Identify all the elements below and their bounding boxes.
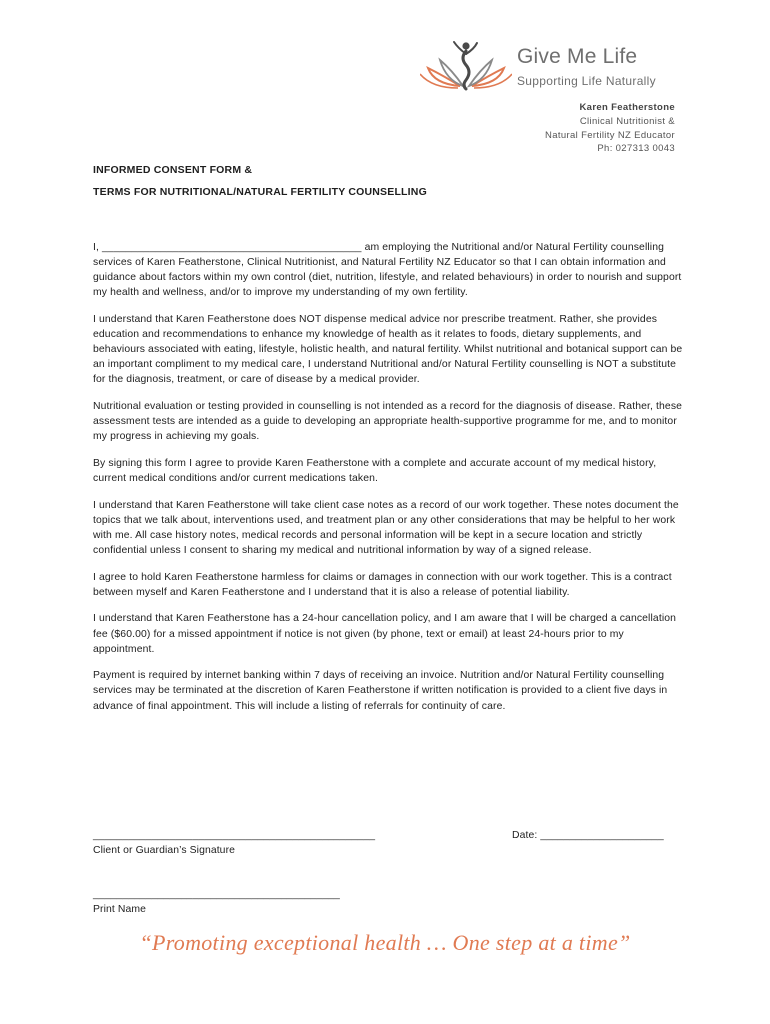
- contact-phone: Ph: 027313 0043: [597, 143, 675, 155]
- paragraph-evaluation: Nutritional evaluation or testing provided in counselling is not intended as a record for the diagnosis of disease. Rather, these assessment tests are intended as a guide to developing an appropriate health-supportive programme for me, and to monitor my progress in achieving my goals.: [93, 401, 683, 443]
- paragraph-liability: I agree to hold Karen Featherstone harmless for claims or damages in connection with our work together. This is a contract between myself and Karen Featherstone and I understand that it is also a release of potential liability.: [93, 571, 672, 598]
- paragraph-intro: I, ____________________________________________ am employing the Nutritional and/or Natural Fertility counselling services of Karen Featherstone, Clinical Nutritionist, and Natural Fertility NZ Educator so that I can obtain information and guidance about factors within my own control (diet, nutrition, lifestyle, and related behaviours) in order to nourish and support my health and wellness, and/or to improve my understanding of my own fertility.: [93, 242, 682, 299]
- print-name-label: Print Name: [93, 904, 146, 915]
- signature-label: Client or Guardian’s Signature: [93, 845, 236, 856]
- form-title-line-1: INFORMED CONSENT FORM &: [93, 164, 253, 176]
- paragraph-payment: Payment is required by internet banking within 7 days of receiving an invoice. Nutrition and/or Natural Fertility counselling services may be terminated at the discretion of Karen Featherstone if written notification is provided to a client five days in advance of final appointment. This will include a listing of referrals for continuity of care.: [93, 670, 668, 712]
- consent-body: [93, 240, 683, 725]
- paragraph-no-medical-advice: I understand that Karen Featherstone does NOT dispense medical advice nor prescribe treatment. Rather, she provides education and recommendations to enhance my knowledge of health as it relates to foods, dietary supplements, and behaviours associated with eating, lifestyle, holistic health, and natural fertility. Whilst nutritional and botanical support can be an important compliment to my medical care, I understand Nutritional and/or Natural Fertility counselling is NOT a substitute for the diagnosis, treatment, or care of disease by a medical provider.: [93, 313, 683, 386]
- contact-name: Karen Featherstone: [579, 102, 675, 113]
- footer-motto: “Promoting exceptional health … One step at a time”: [139, 930, 631, 955]
- contact-title-2: Natural Fertility NZ Educator: [545, 129, 675, 141]
- contact-block: [545, 101, 675, 156]
- form-title: [93, 159, 427, 203]
- date-field[interactable]: Date: _____________________: [512, 830, 664, 841]
- give-me-life-logo: [420, 40, 685, 96]
- paragraph-medical-history: By signing this form I agree to provide Karen Featherstone with a complete and accurate account of my medical history, current medical conditions and/or current medications taken.: [93, 457, 657, 484]
- print-name-line[interactable]: __________________________________________: [93, 889, 340, 900]
- lotus-figure-icon: [420, 40, 512, 94]
- contact-title-1: Clinical Nutritionist &: [579, 115, 675, 127]
- logo-tagline: Supporting Life Naturally: [517, 74, 656, 88]
- logo-brand-name: Give Me Life: [517, 45, 638, 68]
- paragraph-cancellation: I understand that Karen Featherstone has a 24-hour cancellation policy, and I am aware that I will be charged a cancellation fee ($60.00) for a missed appointment if notice is not given (by phone, text or email) at least 24-hours prior to my appointment.: [93, 613, 677, 655]
- form-title-line-2: TERMS FOR NUTRITIONAL/NATURAL FERTILITY COUNSELLING: [93, 186, 427, 198]
- paragraph-case-notes: I understand that Karen Featherstone will take client case notes as a record of our work together. These notes document the topics that we talk about, interventions used, and treatment plan or any other considerations that may be helpful to her work with me. All case history notes, medical records and personal information will be kept in a secure location and strictly confidential unless I consent to sharing my medical and nutritional information by way of a signed release.: [93, 499, 679, 556]
- signature-line[interactable]: ________________________________________________: [93, 830, 376, 841]
